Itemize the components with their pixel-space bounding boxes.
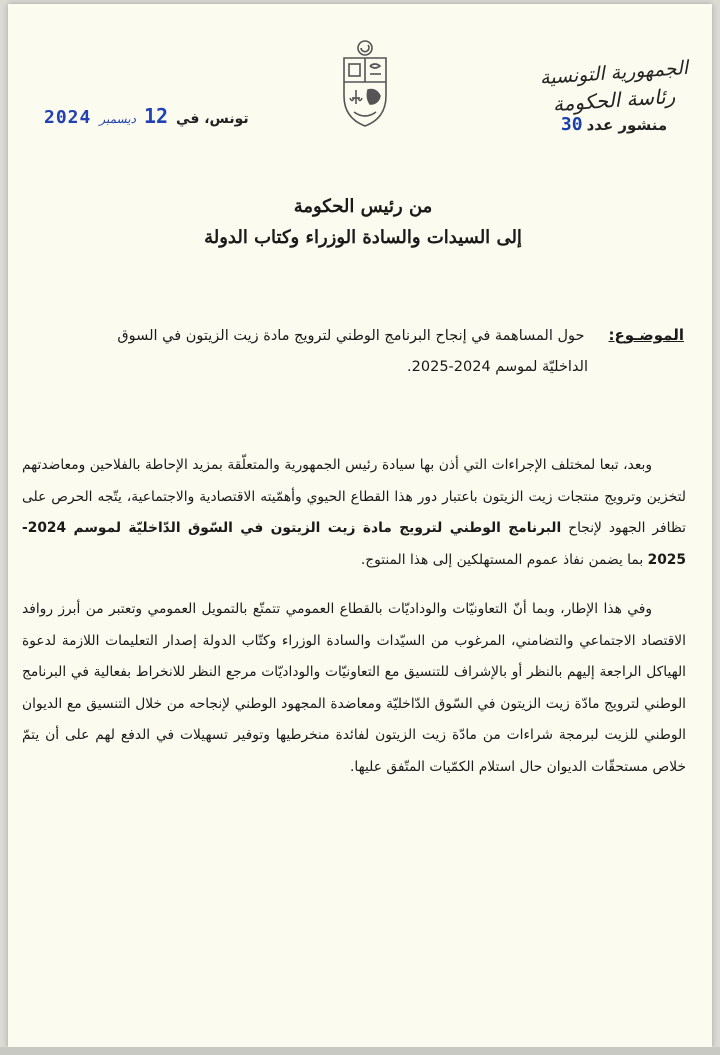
date-line xyxy=(44,104,249,128)
republic-title: الجمهورية التونسية xyxy=(539,56,689,90)
coat-of-arms-icon xyxy=(334,38,396,130)
letterhead xyxy=(534,56,694,135)
circular-number: 30 xyxy=(560,114,583,135)
scan-bottom-edge xyxy=(0,1047,720,1055)
subject-label: الموضـوع: xyxy=(608,326,684,344)
document-page xyxy=(8,4,712,1048)
subject-line-2: الداخليّة لموسم 2024-2025. xyxy=(407,359,588,375)
paragraph-1-program-name: البرنامج الوطني لترويج مادة زيت الزيتون في السّوق الدّاخليّة لموسم 2024-2025 xyxy=(22,520,686,568)
circular-number-line xyxy=(534,114,694,135)
circular-label: منشور عدد xyxy=(586,116,668,134)
date-day-stamp: 12 xyxy=(143,104,169,128)
presidency-title: رئاسة الحكومة xyxy=(552,83,676,117)
paragraph-2: وفي هذا الإطار، وبما أنّ التعاونيّات والوداديّات بالقطاع العمومي تتمتّع بالتمويل العمومي وتعتبر من أبرز روافد الاقتصاد الاجتماعي والتضامني، المرغوب من السيّدات والسادة الوزراء وكتّاب الدولة إصدار التعليمات اللازمة لدعوة الهياكل الراجعة إليهم بالنظر أو بالإشراف للتنسيق مع التعاونيّات والوداديّات مرجع النظر للانخراط بفعالية في البرنامج الوطني لترويج مادّة زيت الزيتون في السّوق الدّاخليّة ومعاضدة المجهود الوطني لإنجاحه من خلال التنسيق مع الديوان الوطني للزيت لبرمجة شراءات من مادّة زيت الزيتون لفائدة منخرطيها وتوفير تسهيلات في الدفع لهم على أن يتمّ خلاص مستحقّات الديوان حال استلام الكمّيات المتّفق عليها. xyxy=(22,601,686,775)
paragraph-1 xyxy=(22,450,686,576)
subject-block xyxy=(24,320,684,383)
paragraph-1-text-c: بما يضمن نفاذ عموم المستهلكين إلى هذا المنتوج. xyxy=(360,551,648,568)
addressing-block xyxy=(158,192,568,254)
recipients: إلى السيدات والسادة الوزراء وكتاب الدولة xyxy=(204,227,522,248)
paragraph-1-text-a: وبعد، تبعا لمختلف الإجراءات التي أذن بها سيادة رئيس الجمهورية والمتعلّقة بمزيد الإحاطة بالفلاحين ومعاضدتهم لتخزين وترويج منتجات زيت الزيتون باعتبار دور هذا القطاع الحيوي وأهمّيته الاقتصادية والاجتماعية، يتّجه الحرص على تظافر الجهود لإنجاح xyxy=(22,457,686,536)
subject-line-1: حول المساهمة في إنجاح البرنامج الوطني لترويج مادة زيت الزيتون في السوق xyxy=(117,328,585,344)
date-year-stamp: 2024 xyxy=(44,107,92,128)
letter-body xyxy=(22,450,686,783)
sender: من رئيس الحكومة xyxy=(293,196,433,217)
date-month-stamp: ديسمبر xyxy=(99,112,136,126)
date-place: تونس، في xyxy=(176,111,249,127)
